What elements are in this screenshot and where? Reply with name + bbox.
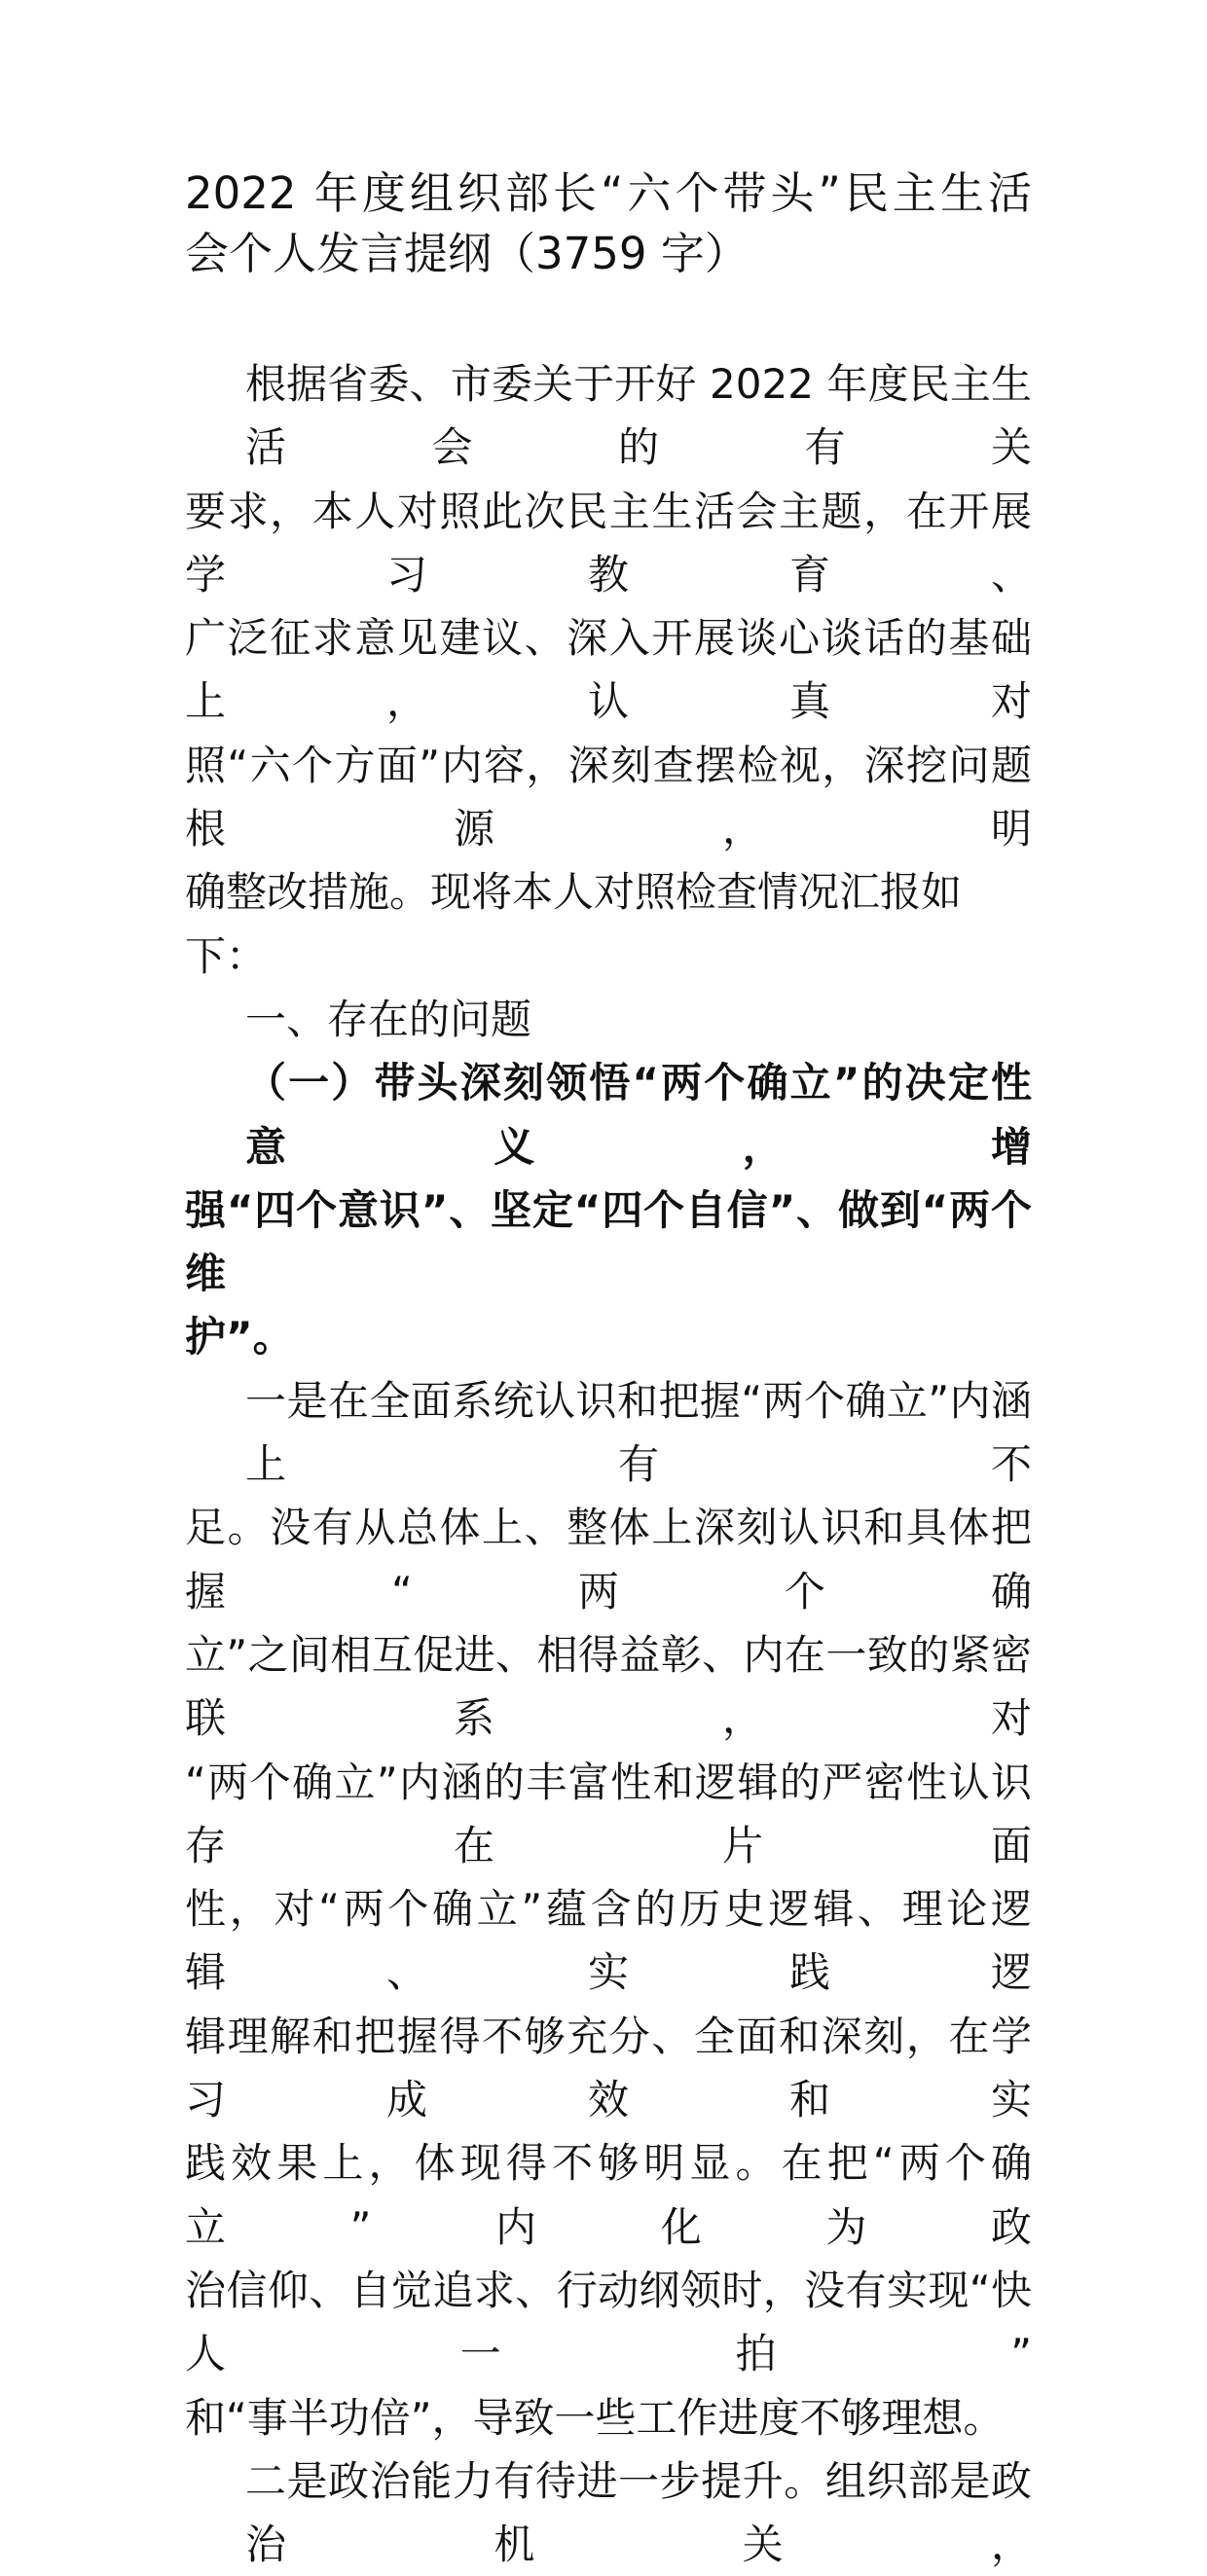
document-title [185,163,1032,284]
subsection-heading-line: 强“四个意识”、坚定“四个自信”、做到“两个维 [185,1185,1032,1298]
paragraph-line: 广泛征求意见建议、深入开展谈心谈话的基础上，认真对 [185,614,1032,726]
paragraph-line: 治信仰、自觉追求、行动纲领时，没有实现“快人一拍” [185,2266,1032,2378]
paragraph-line: 一是在全面系统认识和把握“两个确立”内涵上有不 [245,1376,1032,1489]
subsection-heading-line: （一）带头深刻领悟“两个确立”的决定性意义，增 [245,1059,1032,1171]
subsection-heading-line: 护”。 [185,1313,294,1361]
section-heading: 一、存在的问题 [245,995,532,1043]
paragraph-line: 二是政治能力有待进一步提升。组织部是政治机关， [245,2456,1032,2569]
paragraph-line: 践效果上，体现得不够明显。在把“两个确立”内化为政 [185,2139,1032,2251]
title-line: 2022 年度组织部长“六个带头”民主生活 [185,167,1032,219]
paragraph-line: 确整改措施。现将本人对照检查情况汇报如下： [185,868,963,980]
paragraph-line: 足。没有从总体上、整体上深刻认识和具体把握“两个确 [185,1504,1032,1615]
paragraph-line: 要求，本人对照此次民主生活会主题，在开展学习教育、 [185,487,1032,599]
paragraph-line: 和“事半功倍”，导致一些工作进度不够理想。 [185,2393,1005,2442]
paragraph-line: 照“六个方面”内容，深刻查摆检视，深挖问题根源，明 [185,741,1032,853]
paragraph-line: 辑理解和把握得不够充分、全面和深刻，在学习成效和实 [185,2012,1032,2124]
paragraph-line: 性，对“两个确立”蕴含的历史逻辑、理论逻辑、实践逻 [185,1885,1032,1997]
document-body [185,352,1032,2576]
paragraph-line: 立”之间相互促进、相得益彰、内在一致的紧密联系，对 [185,1630,1032,1743]
paragraph-line: 根据省委、市委关于开好 2022 年度民主生活会的有关 [245,360,1032,472]
paragraph-line: “两个确立”内涵的丰富性和逻辑的严密性认识存在片面 [185,1758,1032,1869]
title-line: 会个人发言提纲（3759 字） [185,228,749,279]
